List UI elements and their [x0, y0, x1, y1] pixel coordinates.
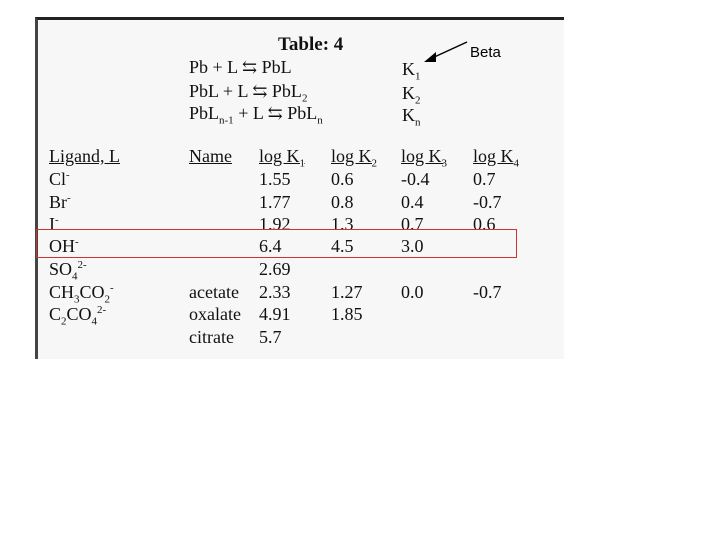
- logk1-cell: 5.7: [259, 327, 282, 347]
- name-cell: citrate: [189, 327, 234, 347]
- logk4-cell: -0.7: [473, 282, 502, 302]
- k-label-1: $K_1$: [402, 59, 421, 83]
- logk1-cell: 2.69: [259, 259, 291, 279]
- logk3-cell: 0.7: [401, 214, 424, 234]
- ligand-cell: $CH_3CO_2^-$: [49, 282, 114, 306]
- logk2-cell: 1.3: [331, 214, 354, 234]
- ligand-cell: OH-: [49, 236, 79, 256]
- header-logk3: $\log K_3$: [401, 146, 447, 170]
- ligand-cell: $SO_4^{2-}$: [49, 259, 87, 283]
- logk1-cell: 1.92: [259, 214, 291, 234]
- logk2-cell: 4.5: [331, 236, 354, 256]
- reaction-3: PbL$_{n-1}$ + L ⇆ PbL$_n$: [189, 103, 323, 127]
- header-name: Name: [189, 146, 232, 166]
- header-logk2: $\log K_2$: [331, 146, 377, 170]
- beta-annotation: Beta: [470, 44, 501, 61]
- logk2-cell: 1.85: [331, 304, 363, 324]
- ligand-cell: Br-: [49, 192, 71, 212]
- k-label-2: $K_2$: [402, 83, 421, 107]
- k-label-n: $K_n$: [402, 105, 421, 129]
- logk2-cell: 0.6: [331, 169, 354, 189]
- logk3-cell: 0.4: [401, 192, 424, 212]
- logk1-cell: 2.33: [259, 282, 291, 302]
- logk1-cell: 1.77: [259, 192, 291, 212]
- ligand-cell: $C_2CO_4^{2-}$: [49, 304, 107, 328]
- logk3-cell: -0.4: [401, 169, 430, 189]
- logk4-cell: -0.7: [473, 192, 502, 212]
- header-logk4: $\log K_4$: [473, 146, 519, 170]
- name-cell: oxalate: [189, 304, 241, 324]
- name-cell: acetate: [189, 282, 239, 302]
- reaction-1: Pb + L ⇆ PbL: [189, 57, 292, 77]
- table-title: Table: 4: [278, 34, 344, 55]
- ligand-cell: I-: [49, 214, 59, 234]
- reaction-2: PbL + L ⇆ PbL$_2$: [189, 81, 308, 105]
- logk2-cell: 1.27: [331, 282, 363, 302]
- logk4-cell: 0.6: [473, 214, 496, 234]
- logk3-cell: 3.0: [401, 236, 424, 256]
- logk1-cell: 1.55: [259, 169, 291, 189]
- ligand-cell: Cl-: [49, 169, 70, 189]
- header-logk1: $\log K_1$: [259, 146, 305, 170]
- logk1-cell: 6.4: [259, 236, 282, 256]
- logk4-cell: 0.7: [473, 169, 496, 189]
- logk3-cell: 0.0: [401, 282, 424, 302]
- logk2-cell: 0.8: [331, 192, 354, 212]
- logk1-cell: 4.91: [259, 304, 291, 324]
- header-ligand: Ligand, L: [49, 146, 120, 166]
